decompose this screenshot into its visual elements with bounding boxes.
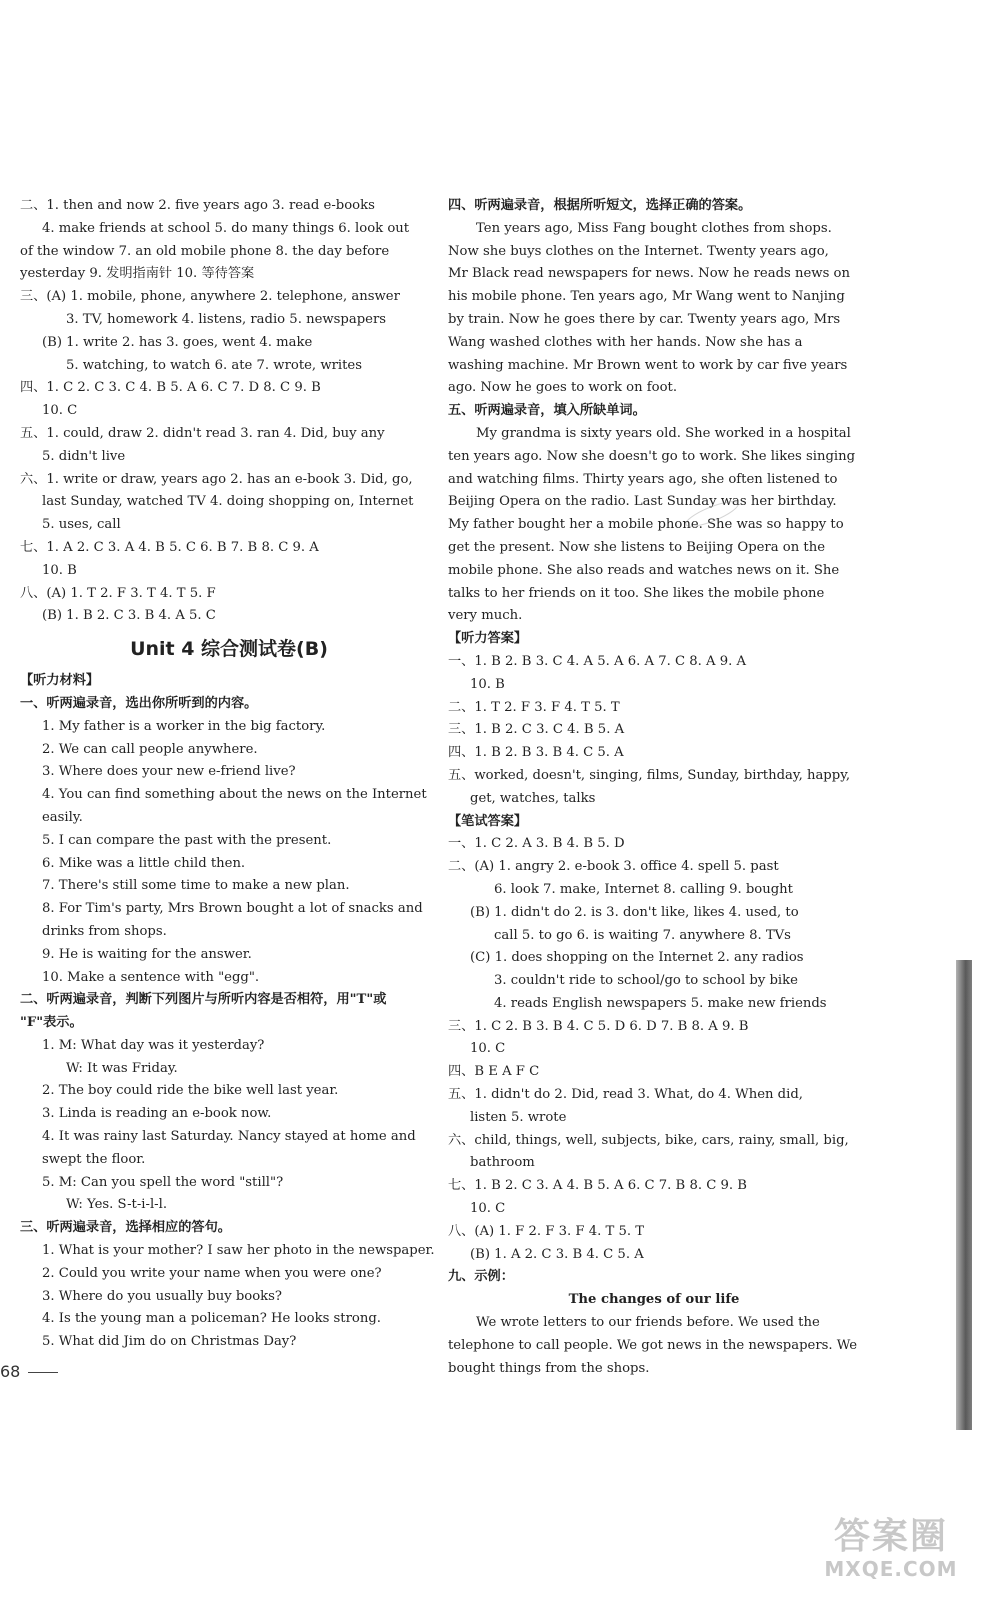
text-line: 2. Could you write your name when you were one? — [42, 1265, 382, 1281]
text-line: 3. Where do you usually buy books? — [42, 1288, 282, 1304]
answer-key-unit-previous — [20, 195, 438, 628]
text-line: Mr Black read newspapers for news. Now he reads news on — [448, 266, 850, 282]
text-line: 5. uses, call — [42, 517, 121, 533]
text-line: his mobile phone. Ten years ago, Mr Wang went to Nanjing — [448, 289, 845, 305]
text-line: (B) 1. A 2. C 3. B 4. C 5. A — [470, 1246, 644, 1262]
unit-title: Unit 4 综合测试卷(B) — [130, 638, 328, 661]
text-line: 10. C — [42, 403, 78, 419]
left-column — [20, 195, 438, 1354]
text-line: 【笔试答案】 — [448, 813, 528, 829]
text-line: My grandma is sixty years old. She worked in a hospital — [476, 425, 851, 441]
text-line: 【听力答案】 — [448, 631, 528, 647]
text-line: 3. couldn't ride to school/go to school by bike — [494, 973, 798, 989]
text-line: 二、1. T 2. F 3. F 4. T 5. T — [448, 699, 620, 715]
text-line: 六、child, things, well, subjects, bike, cars, rainy, small, big, — [448, 1132, 849, 1148]
text-line: ten years ago. Now she doesn't go to work. She likes singing — [448, 448, 856, 464]
text-line: by train. Now he goes there by car. Twenty years ago, Mrs — [448, 311, 841, 327]
text-line: 4. make friends at school 5. do many things 6. look out — [42, 220, 410, 236]
text-line: 一、1. B 2. B 3. C 4. A 5. A 6. A 7. C 8. A 9. A — [448, 653, 747, 669]
text-line: talks to her friends on it too. She likes the mobile phone — [448, 585, 825, 601]
text-line: call 5. to go 6. is waiting 7. anywhere 8. TVs — [494, 927, 791, 943]
text-line: 10. B — [42, 562, 77, 578]
text-line: My father bought her a mobile phone. She was so happy to — [448, 517, 844, 533]
text-line: get the present. Now she listens to Beijing Opera on the — [448, 539, 826, 555]
text-line: easily. — [42, 809, 83, 825]
text-line: 1. M: What day was it yesterday? — [42, 1037, 265, 1053]
watermark-line1: 答案圈 — [833, 1516, 948, 1557]
text-line: 5. I can compare the past with the present. — [42, 832, 332, 848]
text-line: last Sunday, watched TV 4. doing shopping on, Internet — [42, 494, 414, 510]
text-line: drinks from shops. — [42, 923, 167, 939]
text-line: 【听力材料】 — [20, 673, 100, 689]
text-line: yesterday 9. 发明指南针 10. 等待答案 — [20, 266, 255, 282]
text-line: Wang washed clothes with her hands. Now she has a — [448, 334, 803, 350]
text-line: 10. C — [470, 1041, 506, 1057]
text-line: 10. B — [470, 676, 505, 692]
text-line: mobile phone. She also reads and watches news on it. She — [448, 562, 840, 578]
text-line: 4. It was rainy last Saturday. Nancy stayed at home and — [42, 1129, 416, 1145]
text-line: 二、1. then and now 2. five years ago 3. read e-books — [20, 198, 375, 213]
text-line: 一、1. C 2. A 3. B 4. B 5. D — [448, 836, 625, 852]
text-line: 二、(A) 1. angry 2. e-book 3. office 4. spell 5. past — [448, 859, 779, 875]
text-line: (B) 1. B 2. C 3. B 4. A 5. C — [42, 608, 216, 624]
text-line: W: It was Friday. — [66, 1060, 178, 1076]
text-line: 一、听两遍录音，选出你所听到的内容。 — [20, 695, 258, 711]
text-line: 2. We can call people anywhere. — [42, 741, 258, 757]
text-line: 9. He is waiting for the answer. — [42, 946, 252, 962]
text-line: 4. Is the young man a policeman? He looks strong. — [42, 1311, 381, 1327]
text-line: (C) 1. does shopping on the Internet 2. any radios — [470, 950, 804, 966]
page-edge-shadow — [956, 960, 972, 1430]
text-line: 四、B E A F C — [448, 1064, 540, 1080]
text-line: 8. For Tim's party, Mrs Brown bought a lot of snacks and — [42, 901, 423, 917]
site-watermark-logo — [806, 1516, 976, 1586]
text-line: very much. — [448, 608, 523, 624]
text-line: 五、1. didn't do 2. Did, read 3. What, do 4. When did, — [448, 1087, 803, 1103]
text-line: 五、听两遍录音，填入所缺单词。 — [448, 403, 646, 419]
text-line: 7. There's still some time to make a new plan. — [42, 878, 350, 894]
text-line: Ten years ago, Miss Fang bought clothes from shops. — [476, 220, 832, 236]
text-line: 3. Where does your new e-friend live? — [42, 764, 296, 780]
text-line: 七、1. B 2. C 3. A 4. B 5. A 6. C 7. B 8. C 9. B — [448, 1178, 747, 1194]
text-line: of the window 7. an old mobile phone 8. the day before — [20, 243, 390, 259]
text-line: (B) 1. write 2. has 3. goes, went 4. make — [42, 334, 313, 350]
text-line: bought things from the shops. — [448, 1360, 650, 1376]
text-line: 九、示例： — [448, 1269, 514, 1285]
text-line: 三、1. C 2. B 3. B 4. C 5. D 6. D 7. B 8. A 9. B — [448, 1018, 749, 1034]
text-line: 1. My father is a worker in the big factory. — [42, 718, 326, 734]
text-line: 5. watching, to watch 6. ate 7. wrote, writes — [66, 357, 362, 373]
text-line: ago. Now he goes to work on foot. — [448, 380, 678, 396]
text-line: Now she buys clothes on the Internet. Twenty years ago, — [448, 243, 829, 259]
text-line: 八、(A) 1. T 2. F 3. T 4. T 5. F — [20, 585, 216, 601]
text-line: 三、听两遍录音，选择相应的答句。 — [20, 1220, 231, 1236]
watermark-line2: MXQE.COM — [824, 1557, 958, 1581]
text-line: 四、1. C 2. C 3. C 4. B 5. A 6. C 7. D 8. C 9. B — [20, 380, 321, 396]
text-line: 5. didn't live — [42, 448, 126, 464]
text-line: 6. look 7. make, Internet 8. calling 9. bought — [494, 881, 793, 897]
text-line: listen 5. wrote — [470, 1109, 567, 1125]
text-line: 七、1. A 2. C 3. A 4. B 5. C 6. B 7. B 8. C 9. A — [20, 539, 319, 555]
text-line: 10. Make a sentence with "egg". — [42, 969, 260, 985]
text-line: 四、听两遍录音，根据所听短文，选择正确的答案。 — [448, 198, 752, 213]
text-line: 6. Mike was a little child then. — [42, 855, 246, 871]
text-line: Beijing Opera on the radio. Last Sunday was her birthday. — [448, 494, 837, 510]
text-line: washing machine. Mr Brown went to work by car five years — [448, 357, 848, 373]
text-line: 4. reads English newspapers 5. make new friends — [494, 995, 827, 1011]
text-line: 八、(A) 1. F 2. F 3. F 4. T 5. T — [448, 1223, 645, 1239]
text-line: 三、(A) 1. mobile, phone, anywhere 2. telephone, answer — [20, 289, 400, 305]
text-line: 4. You can find something about the news on the Internet — [42, 787, 427, 803]
text-line: 5. M: Can you spell the word "still"? — [42, 1174, 284, 1190]
text-line: and watching films. Thirty years ago, she often listened to — [448, 471, 838, 487]
page-number-dash — [28, 1372, 58, 1373]
text-line: 10. C — [470, 1201, 506, 1217]
text-line: telephone to call people. We got news in the newspapers. We — [448, 1337, 858, 1353]
text-line: W: Yes. S-t-i-l-l. — [66, 1197, 168, 1213]
listening-material — [20, 670, 438, 1354]
text-line: 3. TV, homework 4. listens, radio 5. newspapers — [66, 311, 387, 327]
text-line: get, watches, talks — [470, 790, 596, 806]
page-number: 68 — [0, 1362, 58, 1381]
text-line: 2. The boy could ride the bike well last year. — [42, 1083, 339, 1099]
text-line: 3. Linda is reading an e-book now. — [42, 1106, 272, 1122]
text-line: 1. What is your mother? I saw her photo in the newspaper. — [42, 1243, 435, 1259]
text-line: 五、1. could, draw 2. didn't read 3. ran 4. Did, buy any — [20, 425, 385, 441]
text-line: 5. What did Jim do on Christmas Day? — [42, 1334, 297, 1350]
text-line: "F"表示。 — [20, 1015, 83, 1031]
listening-answers-and-written-answers — [448, 195, 860, 1380]
text-line: 五、worked, doesn't, singing, films, Sunday, birthday, happy, — [448, 767, 851, 783]
text-line: 三、1. B 2. C 3. C 4. B 5. A — [448, 722, 625, 738]
text-line: bathroom — [470, 1155, 535, 1171]
text-line: 四、1. B 2. B 3. B 4. C 5. A — [448, 745, 624, 761]
text-line: (B) 1. didn't do 2. is 3. don't like, likes 4. used, to — [470, 904, 799, 920]
text-line: We wrote letters to our friends before. We used the — [476, 1315, 820, 1331]
text-line: The changes of our life — [568, 1292, 740, 1308]
text-line: 二、听两遍录音，判断下列图片与所听内容是否相符，用"T"或 — [20, 992, 387, 1008]
right-column — [448, 195, 860, 1380]
text-line: 六、1. write or draw, years ago 2. has an e-book 3. Did, go, — [20, 471, 413, 487]
text-line: swept the floor. — [42, 1151, 146, 1167]
